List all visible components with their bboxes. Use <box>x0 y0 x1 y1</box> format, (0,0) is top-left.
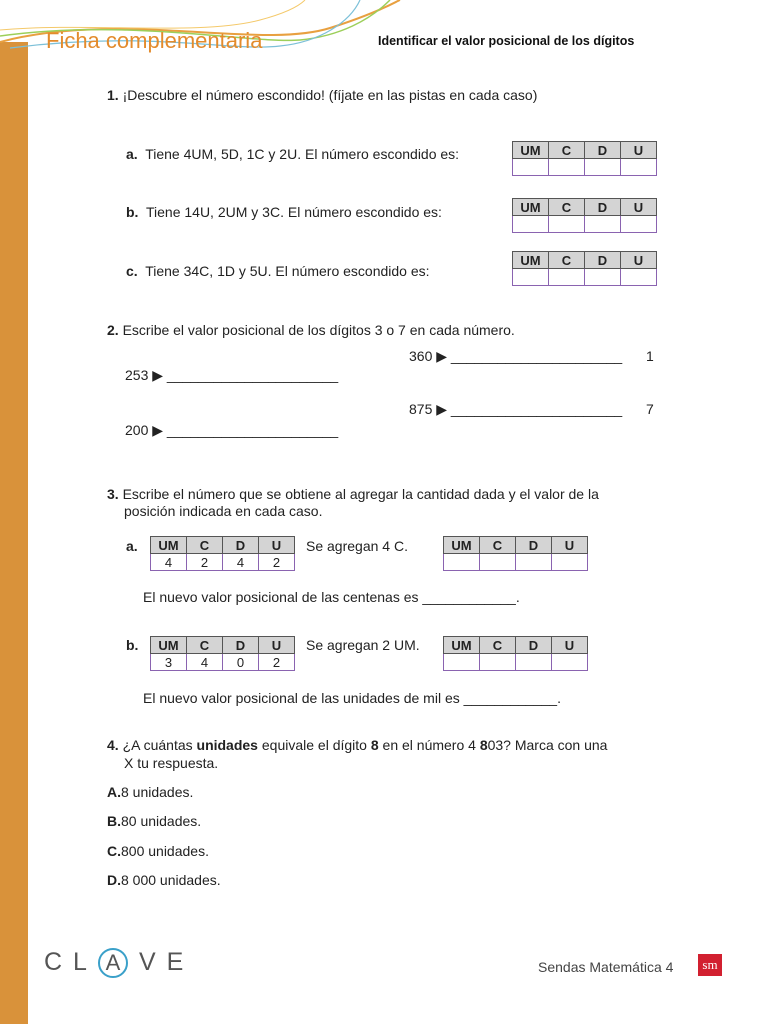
digit-cell: 2 <box>259 654 295 671</box>
q2-line-200: 200 ▶ ______________________ <box>125 422 339 438</box>
item-text: Tiene 4UM, 5D, 1C y 2U. El número escondido es: <box>145 146 460 162</box>
col-c: C <box>187 637 223 654</box>
q3-a-added: Se agregan 4 C. <box>306 538 408 554</box>
place-value-table-1a <box>512 141 657 176</box>
q2-line-875: 875 ▶ ______________________ <box>409 401 623 417</box>
prompt-part: 03? Marca con una <box>487 737 608 753</box>
answer-cell[interactable] <box>513 269 549 286</box>
col-u: U <box>259 637 295 654</box>
digit-cell: 2 <box>259 554 295 571</box>
digit-cell: 0 <box>223 654 259 671</box>
question-number: 4. <box>107 737 119 753</box>
col-c: C <box>549 199 585 216</box>
question-3-line2: posición indicada en cada caso. <box>124 503 323 519</box>
question-2 <box>107 322 515 338</box>
q1-item-a <box>126 146 459 162</box>
q3-b-sentence: El nuevo valor posicional de las unidades de mil es ____________. <box>143 690 561 706</box>
digit-cell: 2 <box>187 554 223 571</box>
page-title: Ficha complementaria <box>46 28 263 53</box>
option-text: 80 unidades. <box>121 813 202 829</box>
option-letter: C. <box>107 843 121 859</box>
q2-line-360-tail: 1 <box>646 348 654 364</box>
book-title: Sendas Matemática 4 <box>538 959 674 975</box>
place-value-table-1b <box>512 198 657 233</box>
answer-cell[interactable] <box>516 554 552 571</box>
logo-circle: A <box>98 948 128 978</box>
col-um: UM <box>513 199 549 216</box>
digit-cell: 4 <box>223 554 259 571</box>
question-prompt: Escribe el número que se obtiene al agregar la cantidad dada y el valor de la <box>122 486 599 502</box>
col-d: D <box>223 537 259 554</box>
answer-cell[interactable] <box>585 216 621 233</box>
option-letter: A. <box>107 784 121 800</box>
publisher-logo: sm <box>698 954 722 976</box>
col-d: D <box>516 537 552 554</box>
option-a[interactable] <box>107 784 193 800</box>
q2-line-253: 253 ▶ ______________________ <box>125 367 339 383</box>
answer-cell[interactable] <box>621 269 657 286</box>
prompt-bold: unidades <box>196 737 258 753</box>
q3-item-b-letter: b. <box>126 637 139 653</box>
col-um: UM <box>444 637 480 654</box>
prompt-bold: 8 <box>479 737 488 753</box>
question-prompt: ¡Descubre el número escondido! (fíjate en las pistas en cada caso) <box>122 87 538 103</box>
col-u: U <box>621 142 657 159</box>
item-letter: b. <box>126 204 139 220</box>
place-value-table-1c <box>512 251 657 286</box>
question-number: 3. <box>107 486 119 502</box>
place-value-table-3b <box>150 636 295 671</box>
col-um: UM <box>513 142 549 159</box>
col-d: D <box>223 637 259 654</box>
question-3 <box>107 486 599 502</box>
answer-cell[interactable] <box>552 554 588 571</box>
col-c: C <box>187 537 223 554</box>
item-text: Tiene 14U, 2UM y 3C. El número escondido es: <box>145 204 442 220</box>
question-1 <box>107 87 537 103</box>
clave-logo <box>44 948 194 978</box>
col-u: U <box>552 637 588 654</box>
option-text: 8 000 unidades. <box>121 872 221 888</box>
answer-cell[interactable] <box>585 159 621 176</box>
answer-cell[interactable] <box>552 654 588 671</box>
q3-b-added: Se agregan 2 UM. <box>306 637 420 653</box>
option-text: 800 unidades. <box>121 843 209 859</box>
option-d[interactable] <box>107 872 221 888</box>
question-number: 1. <box>107 87 119 103</box>
prompt-bold: 8 <box>370 737 379 753</box>
answer-cell[interactable] <box>549 216 585 233</box>
prompt-part: equivale el dígito <box>257 737 371 753</box>
digit-cell: 3 <box>151 654 187 671</box>
answer-cell[interactable] <box>516 654 552 671</box>
option-b[interactable] <box>107 813 201 829</box>
q1-item-c <box>126 263 430 279</box>
sidebar-stripe <box>0 42 28 1024</box>
answer-cell[interactable] <box>480 554 516 571</box>
question-prompt: Escribe el valor posicional de los dígitos 3 o 7 en cada número. <box>122 322 515 338</box>
option-c[interactable] <box>107 843 209 859</box>
answer-cell[interactable] <box>513 216 549 233</box>
item-letter: c. <box>126 263 138 279</box>
answer-table-3b <box>443 636 588 671</box>
col-d: D <box>585 252 621 269</box>
col-um: UM <box>151 537 187 554</box>
answer-cell[interactable] <box>480 654 516 671</box>
col-d: D <box>585 199 621 216</box>
q3-a-sentence: El nuevo valor posicional de las centenas es ____________. <box>143 589 520 605</box>
logo-text: VE <box>138 948 195 976</box>
col-u: U <box>621 199 657 216</box>
worksheet-topic: Identificar el valor posicional de los dígitos <box>378 34 635 48</box>
col-d: D <box>516 637 552 654</box>
col-u: U <box>259 537 295 554</box>
answer-cell[interactable] <box>621 216 657 233</box>
answer-cell[interactable] <box>549 159 585 176</box>
prompt-part: ¿A cuántas <box>122 737 197 753</box>
option-letter: B. <box>107 813 121 829</box>
option-text: 8 unidades. <box>121 784 194 800</box>
answer-table-3a <box>443 536 588 571</box>
answer-cell[interactable] <box>513 159 549 176</box>
col-d: D <box>585 142 621 159</box>
prompt-part: en el número 4 <box>378 737 480 753</box>
q1-item-b <box>126 204 442 220</box>
logo-text: CL <box>44 948 98 976</box>
answer-cell[interactable] <box>444 654 480 671</box>
answer-cell[interactable] <box>549 269 585 286</box>
question-number: 2. <box>107 322 119 338</box>
q2-line-875-tail: 7 <box>646 401 654 417</box>
col-c: C <box>480 637 516 654</box>
col-um: UM <box>513 252 549 269</box>
digit-cell: 4 <box>187 654 223 671</box>
col-um: UM <box>444 537 480 554</box>
answer-cell[interactable] <box>585 269 621 286</box>
col-um: UM <box>151 637 187 654</box>
option-letter: D. <box>107 872 121 888</box>
col-u: U <box>552 537 588 554</box>
place-value-table-3a <box>150 536 295 571</box>
col-u: U <box>621 252 657 269</box>
q2-line-360: 360 ▶ ______________________ <box>409 348 623 364</box>
answer-cell[interactable] <box>444 554 480 571</box>
item-text: Tiene 34C, 1D y 5U. El número escondido es: <box>145 263 430 279</box>
item-letter: a. <box>126 146 138 162</box>
question-4 <box>107 737 607 753</box>
digit-cell: 4 <box>151 554 187 571</box>
col-c: C <box>549 142 585 159</box>
col-c: C <box>549 252 585 269</box>
question-4-line2: X tu respuesta. <box>124 755 219 771</box>
answer-cell[interactable] <box>621 159 657 176</box>
col-c: C <box>480 537 516 554</box>
q3-item-a-letter: a. <box>126 538 138 554</box>
